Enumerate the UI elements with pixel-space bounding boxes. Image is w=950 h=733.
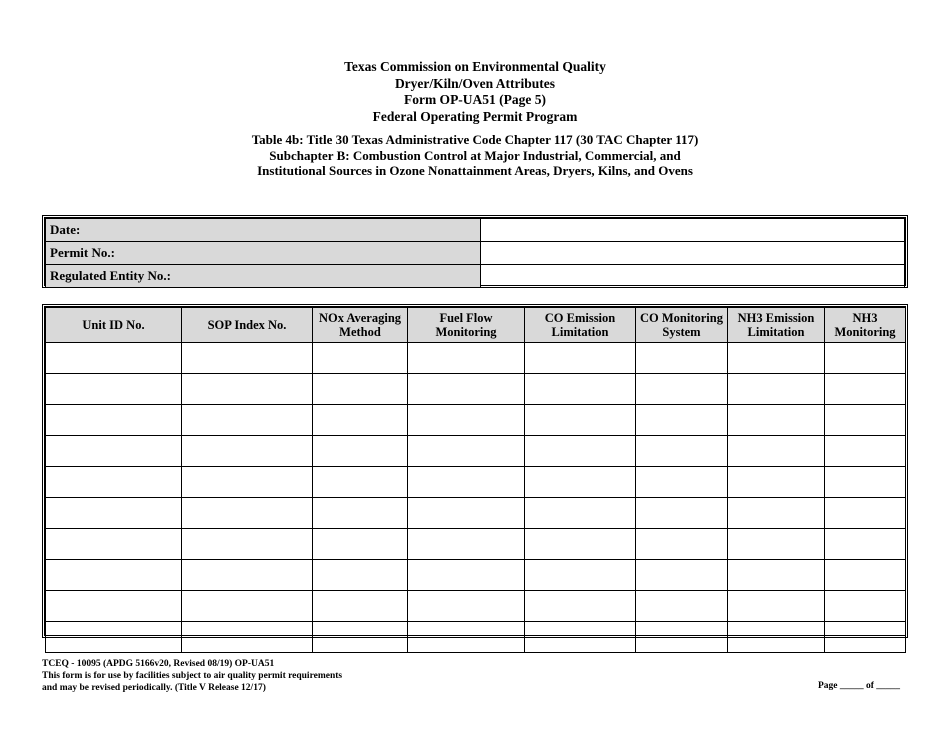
table-cell[interactable] xyxy=(825,498,906,529)
date-field[interactable] xyxy=(481,219,905,242)
column-header xyxy=(408,308,525,343)
table-cell[interactable] xyxy=(636,591,728,622)
table-cell[interactable] xyxy=(825,436,906,467)
table-cell[interactable] xyxy=(636,560,728,591)
table-cell[interactable] xyxy=(182,374,313,405)
table-cell[interactable] xyxy=(636,436,728,467)
table-row xyxy=(46,560,906,591)
table-cell[interactable] xyxy=(408,622,525,653)
table-cell[interactable] xyxy=(825,529,906,560)
table-cell[interactable] xyxy=(182,560,313,591)
table-cell[interactable] xyxy=(728,343,825,374)
table-cell[interactable] xyxy=(525,436,636,467)
table-cell[interactable] xyxy=(408,405,525,436)
form-revision: TCEQ - 10095 (APDG 5166v20, Revised 08/19) OP-UA51 xyxy=(42,659,275,669)
column-header xyxy=(825,308,906,343)
table-cell[interactable] xyxy=(636,405,728,436)
table-cell[interactable] xyxy=(46,560,182,591)
table-cell[interactable] xyxy=(728,467,825,498)
table-cell[interactable] xyxy=(636,622,728,653)
table-row xyxy=(46,591,906,622)
table-cell[interactable] xyxy=(728,436,825,467)
agency-name: Texas Commission on Environmental Quality xyxy=(344,59,606,74)
table-cell[interactable] xyxy=(408,436,525,467)
table-cell[interactable] xyxy=(636,343,728,374)
table-cell[interactable] xyxy=(313,622,408,653)
table-cell[interactable] xyxy=(182,436,313,467)
table-cell[interactable] xyxy=(825,591,906,622)
table-header-row xyxy=(46,308,906,343)
table-cell[interactable] xyxy=(182,467,313,498)
table-body xyxy=(46,343,906,653)
table-cell[interactable] xyxy=(408,374,525,405)
table-cell[interactable] xyxy=(46,374,182,405)
info-row-entity xyxy=(46,265,905,288)
table-cell[interactable] xyxy=(728,374,825,405)
table-cell[interactable] xyxy=(728,405,825,436)
table-cell[interactable] xyxy=(313,560,408,591)
attributes-table xyxy=(45,307,906,653)
column-header-line: NH3 xyxy=(852,311,878,325)
table-cell[interactable] xyxy=(313,467,408,498)
table-cell[interactable] xyxy=(408,498,525,529)
table-cell[interactable] xyxy=(313,343,408,374)
table-cell[interactable] xyxy=(636,467,728,498)
column-header-line: Limitation xyxy=(551,325,609,339)
table-row xyxy=(46,405,906,436)
table-cell[interactable] xyxy=(728,498,825,529)
permit-no-label: Permit No.: xyxy=(46,242,481,265)
table-cell[interactable] xyxy=(182,405,313,436)
table-row xyxy=(46,374,906,405)
program-name: Federal Operating Permit Program xyxy=(372,108,578,124)
table-cell[interactable] xyxy=(46,498,182,529)
table-row xyxy=(46,622,906,653)
table-cell[interactable] xyxy=(825,560,906,591)
info-table-frame xyxy=(42,215,908,288)
table-cell[interactable] xyxy=(825,622,906,653)
table-cell[interactable] xyxy=(313,498,408,529)
table-cell[interactable] xyxy=(525,560,636,591)
table-cell[interactable] xyxy=(636,374,728,405)
table-cell[interactable] xyxy=(408,343,525,374)
form-footer xyxy=(42,658,342,694)
table-cell[interactable] xyxy=(408,591,525,622)
table-cell[interactable] xyxy=(182,529,313,560)
table-row xyxy=(46,343,906,374)
table-title-line: Institutional Sources in Ozone Nonattainment Areas, Dryers, Kilns, and Ovens xyxy=(257,163,693,178)
table-cell[interactable] xyxy=(825,405,906,436)
table-cell[interactable] xyxy=(182,622,313,653)
form-header xyxy=(0,59,950,125)
table-cell[interactable] xyxy=(313,591,408,622)
table-cell[interactable] xyxy=(525,405,636,436)
table-cell[interactable] xyxy=(728,560,825,591)
table-cell[interactable] xyxy=(182,343,313,374)
column-header-line: Method xyxy=(339,325,381,339)
column-header xyxy=(182,308,313,343)
permit-no-field[interactable] xyxy=(481,242,905,265)
table-cell[interactable] xyxy=(728,591,825,622)
table-cell[interactable] xyxy=(525,529,636,560)
column-header-line: Limitation xyxy=(747,325,805,339)
table-cell[interactable] xyxy=(825,374,906,405)
table-cell[interactable] xyxy=(525,467,636,498)
table-cell[interactable] xyxy=(46,436,182,467)
table-cell[interactable] xyxy=(525,591,636,622)
table-cell[interactable] xyxy=(46,622,182,653)
table-cell[interactable] xyxy=(46,405,182,436)
column-header-line: Monitoring xyxy=(435,325,497,339)
table-cell[interactable] xyxy=(46,467,182,498)
column-header-line: CO Emission xyxy=(544,311,616,325)
column-header xyxy=(313,308,408,343)
table-row xyxy=(46,467,906,498)
column-header-line: Monitoring xyxy=(834,325,896,339)
column-header-line: Fuel Flow xyxy=(439,311,493,325)
table-row xyxy=(46,498,906,529)
table-cell[interactable] xyxy=(525,498,636,529)
regulated-entity-field[interactable] xyxy=(481,265,905,288)
table-cell[interactable] xyxy=(408,467,525,498)
date-label: Date: xyxy=(46,219,481,242)
table-cell[interactable] xyxy=(313,405,408,436)
table-title-line: Subchapter B: Combustion Control at Major Industrial, Commercial, and xyxy=(269,147,681,163)
table-cell[interactable] xyxy=(636,498,728,529)
form-number: Form OP-UA51 (Page 5) xyxy=(403,92,547,107)
table-cell[interactable] xyxy=(313,436,408,467)
column-header-line: NH3 Emission xyxy=(737,311,815,325)
column-header xyxy=(46,308,182,343)
form-release-note: and may be revised periodically. (Title V Release 12/17) xyxy=(42,683,266,693)
data-table-frame xyxy=(42,304,908,638)
column-header-line: CO Monitoring xyxy=(640,311,723,325)
table-cell[interactable] xyxy=(825,343,906,374)
table-cell[interactable] xyxy=(408,560,525,591)
table-cell[interactable] xyxy=(636,529,728,560)
table-cell[interactable] xyxy=(46,591,182,622)
table-cell[interactable] xyxy=(182,498,313,529)
table-row xyxy=(46,436,906,467)
page-number: Page _____ of _____ xyxy=(817,681,900,691)
table-cell[interactable] xyxy=(46,343,182,374)
table-cell[interactable] xyxy=(46,529,182,560)
info-row-permit xyxy=(46,242,905,265)
table-cell[interactable] xyxy=(728,529,825,560)
table-cell[interactable] xyxy=(182,591,313,622)
column-header-line: SOP Index No. xyxy=(207,318,287,332)
table-cell[interactable] xyxy=(525,622,636,653)
column-header xyxy=(728,308,825,343)
info-row-date xyxy=(46,219,905,242)
regulated-entity-label: Regulated Entity No.: xyxy=(46,265,481,288)
column-header-line: System xyxy=(662,325,701,339)
table-cell[interactable] xyxy=(525,374,636,405)
column-header xyxy=(636,308,728,343)
table-cell[interactable] xyxy=(313,529,408,560)
column-header xyxy=(525,308,636,343)
table-cell[interactable] xyxy=(728,622,825,653)
table-title-line: Table 4b: Title 30 Texas Administrative Code Chapter 117 (30 TAC Chapter 117) xyxy=(251,132,699,147)
column-header-line: NOx Averaging xyxy=(318,311,402,325)
form-subject: Dryer/Kiln/Oven Attributes xyxy=(394,75,556,91)
table-title xyxy=(0,132,950,179)
info-table xyxy=(45,218,905,288)
table-cell[interactable] xyxy=(313,374,408,405)
table-cell[interactable] xyxy=(408,529,525,560)
table-row xyxy=(46,529,906,560)
table-cell[interactable] xyxy=(525,343,636,374)
column-header-line: Unit ID No. xyxy=(82,318,145,332)
form-usage-note: This form is for use by facilities subject to air quality permit requirements xyxy=(42,671,343,681)
table-cell[interactable] xyxy=(825,467,906,498)
